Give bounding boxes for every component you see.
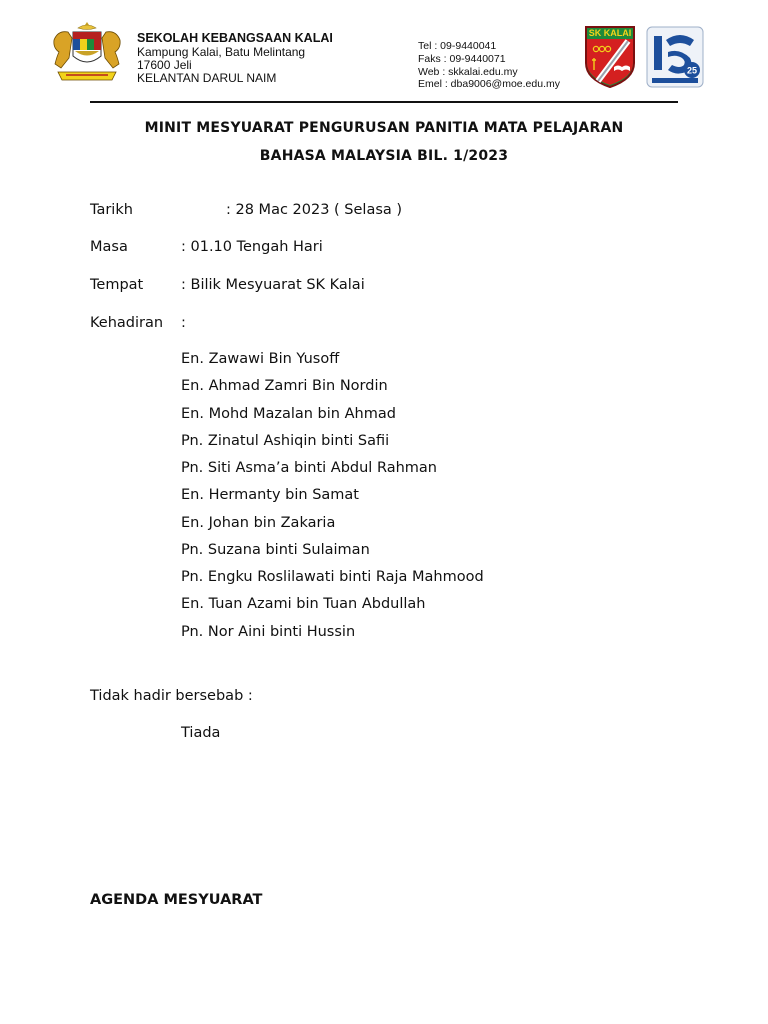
logo-number: 25 xyxy=(686,65,698,76)
attendee-item: En. Tuan Azami bin Tuan Abdullah xyxy=(181,596,426,612)
date-value: : 28 Mac 2023 ( Selasa ) xyxy=(226,202,403,218)
header-divider xyxy=(90,101,678,103)
school-badge-icon xyxy=(584,25,636,89)
attendee-item: En. Mohd Mazalan bin Ahmad xyxy=(181,406,396,422)
school-name: SEKOLAH KEBANGSAAN KALAI xyxy=(137,31,333,45)
attendee-item: Pn. Suzana binti Sulaiman xyxy=(181,542,370,558)
document-title-line-1: MINIT MESYUARAT PENGURUSAN PANITIA MATA PELAJARAN xyxy=(144,120,624,136)
attendee-item: Pn. Zinatul Ashiqin binti Safii xyxy=(181,433,390,449)
contact-tel: Tel : 09-9440041 xyxy=(418,40,497,52)
attendee-item: Pn. Siti Asma’a binti Abdul Rahman xyxy=(181,460,437,476)
attendee-item: En. Zawawi Bin Yusoff xyxy=(181,351,340,367)
address-line-1: Kampung Kalai, Batu Melintang xyxy=(137,45,306,59)
venue-label: Tempat xyxy=(90,277,144,293)
absent-value: Tiada xyxy=(181,725,221,741)
date-label: Tarikh xyxy=(90,202,133,218)
contact-web: Web : skkalai.edu.my xyxy=(418,66,518,78)
contact-email: Emel : dba9006@moe.edu.my xyxy=(418,78,560,90)
address-line-3: KELANTAN DARUL NAIM xyxy=(137,71,277,85)
attendee-item: En. Johan bin Zakaria xyxy=(181,515,336,531)
document-title-line-2: BAHASA MALAYSIA BIL. 1/2023 xyxy=(259,148,509,164)
time-value: : 01.10 Tengah Hari xyxy=(181,239,323,255)
contact-fax: Faks : 09-9440071 xyxy=(418,53,506,65)
organization-logo-icon xyxy=(646,26,704,88)
time-label: Masa xyxy=(90,239,128,255)
attendance-colon: : xyxy=(181,315,186,331)
coat-of-arms-icon xyxy=(48,20,126,84)
venue-value: : Bilik Mesyuarat SK Kalai xyxy=(181,277,365,293)
attendance-label: Kehadiran xyxy=(90,315,164,331)
address-line-2: 17600 Jeli xyxy=(137,58,192,72)
badge-label: SK KALAI xyxy=(588,28,632,38)
agenda-heading: AGENDA MESYUARAT xyxy=(90,892,263,908)
attendee-item: En. Ahmad Zamri Bin Nordin xyxy=(181,378,388,394)
attendee-item: En. Hermanty bin Samat xyxy=(181,487,359,503)
attendee-item: Pn. Nor Aini binti Hussin xyxy=(181,624,356,640)
absent-label: Tidak hadir bersebab : xyxy=(90,688,253,704)
attendee-item: Pn. Engku Roslilawati binti Raja Mahmood xyxy=(181,569,484,585)
